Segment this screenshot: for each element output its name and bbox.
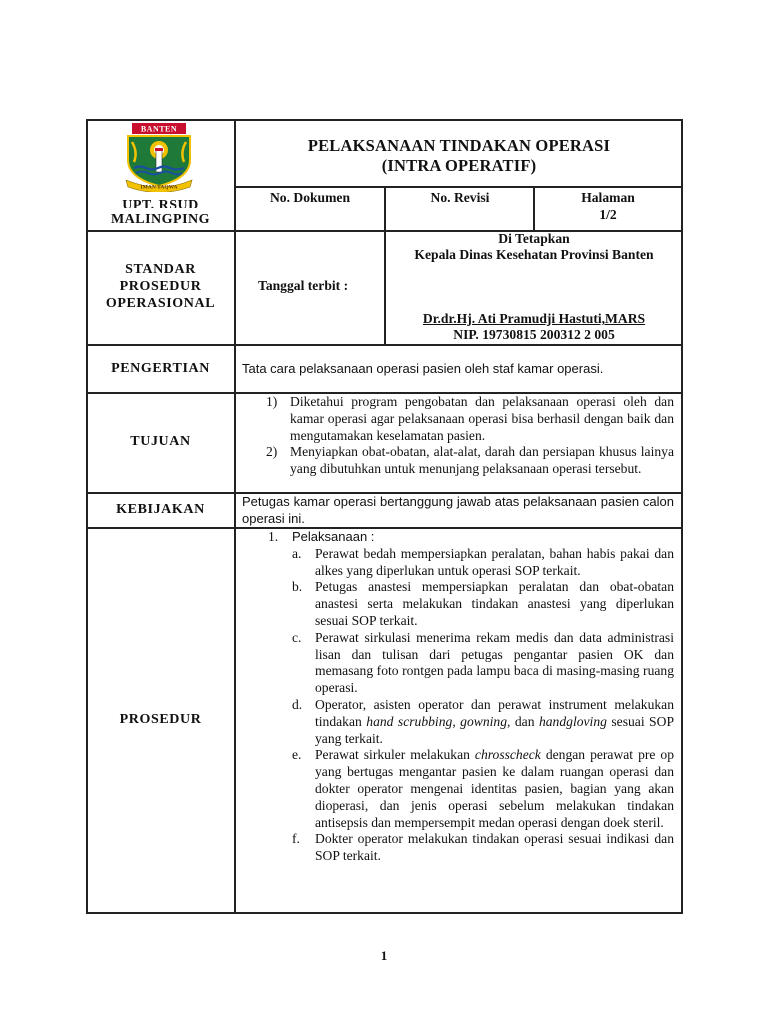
spo-label-line2: PROSEDUR: [119, 279, 202, 294]
prosedur-item-text-part: dengan perawat pre op yang bertugas mengantar pasien ke dalam ruangan operasi dan dokter operator mengenai identitas pasien, bagian yang akan dioperasi, dan jenis operasi sebelum melakukan tindakan antisepsis dan mempersempit medan operasi dengan doek steril.: [315, 747, 675, 830]
prosedur-item-text-part: ,: [452, 713, 461, 729]
prosedur-item-text: Dokter operator melakukan tindakan operasi sesuai indikasi dan SOP terkait.: [315, 831, 674, 864]
svg-text:BANTEN: BANTEN: [140, 124, 178, 134]
header-row-divider: [234, 186, 682, 188]
prosedur-item-letter: f.: [292, 831, 300, 847]
prosedur-italic-term: hand scrubbing: [366, 713, 453, 729]
prosedur-item-letter: e.: [292, 747, 302, 763]
prosedur-italic-term: chrosscheck: [474, 747, 541, 763]
tujuan-label: TUJUAN: [130, 434, 191, 449]
ditetapkan-text: Di Tetapkan: [498, 231, 570, 246]
document-title-line2: (INTRA OPERATIF): [381, 156, 537, 175]
tanggal-terbit-label: Tanggal terbit :: [258, 278, 349, 293]
no-revisi-label: No. Revisi: [430, 190, 490, 205]
pengertian-label: PENGERTIAN: [111, 361, 210, 376]
tujuan-item-number: 2): [266, 444, 278, 460]
column-divider: [234, 119, 236, 914]
halaman-label: Halaman: [581, 190, 635, 205]
svg-text:IMAN TAQWA: IMAN TAQWA: [140, 184, 178, 191]
signatory-name: Dr.dr.Hj. Ati Pramudji Hastuti,MARS: [422, 311, 646, 326]
prosedur-list: [240, 529, 674, 865]
prosedur-item-a: [240, 546, 674, 580]
prosedur-item-text-part: sesuai SOP yang terkait.: [315, 713, 674, 746]
tujuan-list: [240, 394, 674, 478]
prosedur-item-e: [240, 747, 674, 831]
tujuan-item-text: Menyiapkan obat-obatan, alat-alat, darah dan persiapan khusus lainya yang dibutuhkan untuk menunjang pelaksanaan operasi tersebut.: [290, 444, 674, 477]
spo-label-line1: STANDAR: [125, 262, 196, 277]
prosedur-item-text-part: Operator, asisten operator dan perawat instrument melakukan tindakan: [315, 696, 674, 729]
institution-name-line1: UPT. RSUD: [122, 199, 199, 208]
prosedur-item-text: Perawat sirkulasi menerima rekam medis dan data administrasi lisan dan tulisan dari petugas pengantar pasien OK dan memasang foto rontgen pada lampu baca di masing-masing ruang operasi.: [315, 629, 674, 696]
spo-label-line3: OPERASIONAL: [105, 296, 216, 311]
pengertian-text: Tata cara pelaksanaan operasi pasien oleh staf kamar operasi.: [242, 361, 604, 376]
kebijakan-label: KEBIJAKAN: [116, 502, 205, 517]
no-dokumen-label: No. Dokumen: [269, 190, 351, 205]
kebijakan-text: Petugas kamar operasi bertanggung jawab atas pelaksanaan pasien calon operasi ini.: [242, 494, 674, 526]
prosedur-item-text: Perawat bedah mempersiapkan peralatan, bahan habis pakai dan alkes yang diperlukan untuk operasi SOP terkait.: [315, 545, 674, 578]
table-border-bottom: [86, 912, 683, 914]
prosedur-item-c: [240, 630, 674, 697]
prosedur-italic-term: handgloving: [538, 713, 607, 729]
tujuan-item: [240, 444, 674, 478]
page-number: 1: [380, 948, 388, 963]
prosedur-item-f: [240, 831, 674, 865]
prosedur-heading: [240, 529, 674, 546]
prosedur-item-letter: b.: [292, 579, 303, 595]
institution-name-line2: MALINGPING: [110, 212, 211, 227]
row-divider-pengertian: [86, 344, 683, 346]
prosedur-italic-term: gowning: [460, 713, 507, 729]
prosedur-heading-number: 1.: [268, 529, 279, 544]
prosedur-item-text: Petugas anastesi mempersiapkan peralatan dan obat-obatan anastesi serta melakukan tindakan anastesi yang diperlukan sesuai SOP terkait.: [315, 579, 674, 628]
prosedur-item-letter: a.: [292, 545, 302, 561]
tujuan-item-text: Diketahui program pengobatan dan pelaksanaan operasi oleh dan kamar operasi agar pelaksanaan operasi bisa berhasil dengan baik dan mengutamakan keselamatan pasien.: [290, 394, 674, 443]
banten-logo: [120, 120, 198, 192]
kepala-dinas-text: Kepala Dinas Kesehatan Provinsi Banten: [414, 247, 654, 262]
prosedur-item-letter: c.: [292, 629, 302, 645]
signatory-nip: NIP. 19730815 200312 2 005: [453, 327, 615, 342]
tujuan-item-number: 1): [266, 394, 278, 409]
prosedur-label: PROSEDUR: [119, 712, 202, 727]
prosedur-item-text-part: , dan: [507, 713, 539, 729]
prosedur-item-d: [240, 697, 674, 747]
document-title-line1: PELAKSANAAN TINDAKAN OPERASI: [307, 136, 611, 155]
halaman-value: 1/2: [599, 207, 617, 222]
tujuan-item: [240, 394, 674, 444]
prosedur-item-text-part: Perawat sirkuler melakukan: [315, 747, 475, 763]
prosedur-item-b: [240, 579, 674, 629]
prosedur-heading-text: Pelaksanaan :: [292, 529, 375, 544]
prosedur-item-letter: d.: [292, 696, 303, 712]
